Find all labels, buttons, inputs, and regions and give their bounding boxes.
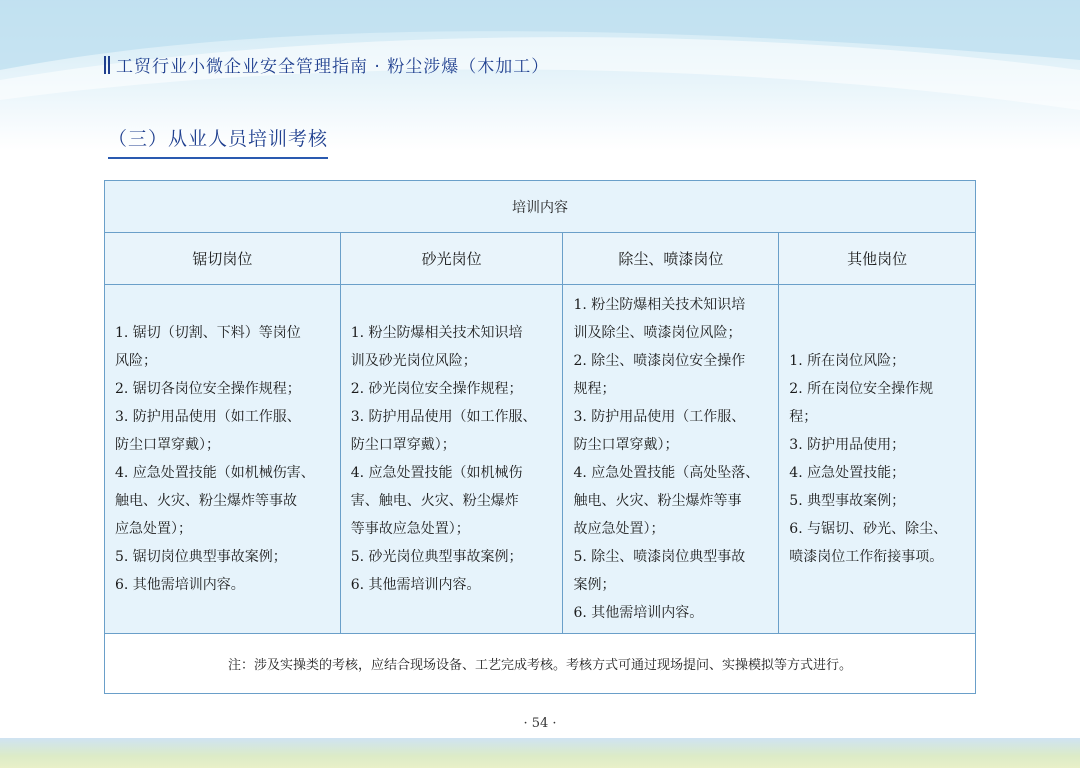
cell-text-line: 2. 锯切各岗位安全操作规程； [115, 381, 301, 397]
cell-text-line: 1. 粉尘防爆相关技术知识培 [573, 297, 746, 313]
cell-text-line: 程； [789, 409, 818, 425]
cell-text-line: 案例； [573, 577, 616, 593]
cell-text-line: 害、触电、火灾、粉尘爆炸 [350, 493, 519, 509]
section-title: （三）从业人员培训考核 [108, 124, 328, 159]
cell-text-line: 5. 典型事故案例； [789, 493, 906, 509]
cell-text-line: 3. 防护用品使用； [789, 437, 906, 453]
cell-text-line: 6. 其他需培训内容。 [350, 577, 481, 593]
content-cell [105, 285, 341, 634]
cell-text-line: 1. 锯切（切割、下料）等岗位 [115, 325, 301, 341]
table-content-row [105, 285, 976, 634]
cell-text-line: 3. 防护用品使用（如工作服、 [115, 409, 301, 425]
cell-text-line: 5. 除尘、喷漆岗位典型事故 [573, 549, 746, 565]
cell-text-line: 防尘口罩穿戴）； [350, 437, 456, 453]
cell-text-line: 防尘口罩穿戴）； [573, 437, 679, 453]
table-note: 注：涉及实操类的考核，应结合现场设备、工艺完成考核。考核方式可通过现场提问、实操模拟等方式进行。 [105, 634, 976, 694]
cell-text-line: 2. 除尘、喷漆岗位安全操作 [573, 353, 746, 369]
cell-text-line: 训及除尘、喷漆岗位风险； [573, 325, 742, 341]
cell-text-line: 2. 所在岗位安全操作规 [789, 381, 934, 397]
cell-text-line: 4. 应急处置技能； [789, 465, 906, 481]
cell-text-line: 6. 其他需培训内容。 [115, 577, 245, 593]
cell-text-line: 4. 应急处置技能（高处坠落、 [573, 465, 760, 481]
table-caption-row [105, 181, 976, 233]
cell-text-line: 防尘口罩穿戴）； [115, 437, 220, 453]
cell-text-line: 4. 应急处置技能（如机械伤 [350, 465, 523, 481]
cell-text-line: 6. 与锯切、砂光、除尘、 [789, 521, 948, 537]
header-bar-icon [104, 56, 110, 74]
cell-text-line: 6. 其他需培训内容。 [573, 605, 704, 621]
cell-text-line: 喷漆岗位工作衔接事项。 [789, 549, 944, 565]
cell-text-line: 3. 防护用品使用（如工作服、 [350, 409, 537, 425]
content-cell [779, 285, 976, 634]
cell-text-line: 等事故应急处置）； [350, 521, 470, 537]
table-header-row [105, 233, 976, 285]
cell-text-line: 触电、火灾、粉尘爆炸等事故 [115, 493, 297, 509]
column-header: 除尘、喷漆岗位 [563, 233, 779, 285]
training-table [104, 180, 976, 694]
cell-text-line: 4. 应急处置技能（如机械伤害、 [115, 465, 315, 481]
cell-text-line: 应急处置）； [115, 521, 192, 537]
table-note-row [105, 634, 976, 694]
table-caption: 培训内容 [105, 181, 976, 233]
cell-text-line: 故应急处置）； [573, 521, 665, 537]
footer-band [0, 738, 1080, 768]
page-number: · 54 · [523, 716, 557, 731]
column-header: 其他岗位 [779, 233, 976, 285]
cell-text-line: 5. 砂光岗位典型事故案例； [350, 549, 523, 565]
cell-text-line: 5. 锯切岗位典型事故案例； [115, 549, 287, 565]
cell-text-line: 训及砂光岗位风险； [350, 353, 477, 369]
cell-text-line: 规程； [573, 381, 616, 397]
column-header: 锯切岗位 [105, 233, 341, 285]
content-cell [340, 285, 563, 634]
cell-text-line: 触电、火灾、粉尘爆炸等事 [573, 493, 742, 509]
content-cell [563, 285, 779, 634]
cell-text-line: 2. 砂光岗位安全操作规程； [350, 381, 523, 397]
cell-text-line: 3. 防护用品使用（工作服、 [573, 409, 746, 425]
column-header: 砂光岗位 [340, 233, 563, 285]
running-header-title: 工贸行业小微企业安全管理指南 · 粉尘涉爆（木加工） [116, 57, 550, 77]
cell-text-line: 风险； [115, 353, 157, 369]
cell-text-line: 1. 所在岗位风险； [789, 353, 906, 369]
cell-text-line: 1. 粉尘防爆相关技术知识培 [350, 325, 523, 341]
